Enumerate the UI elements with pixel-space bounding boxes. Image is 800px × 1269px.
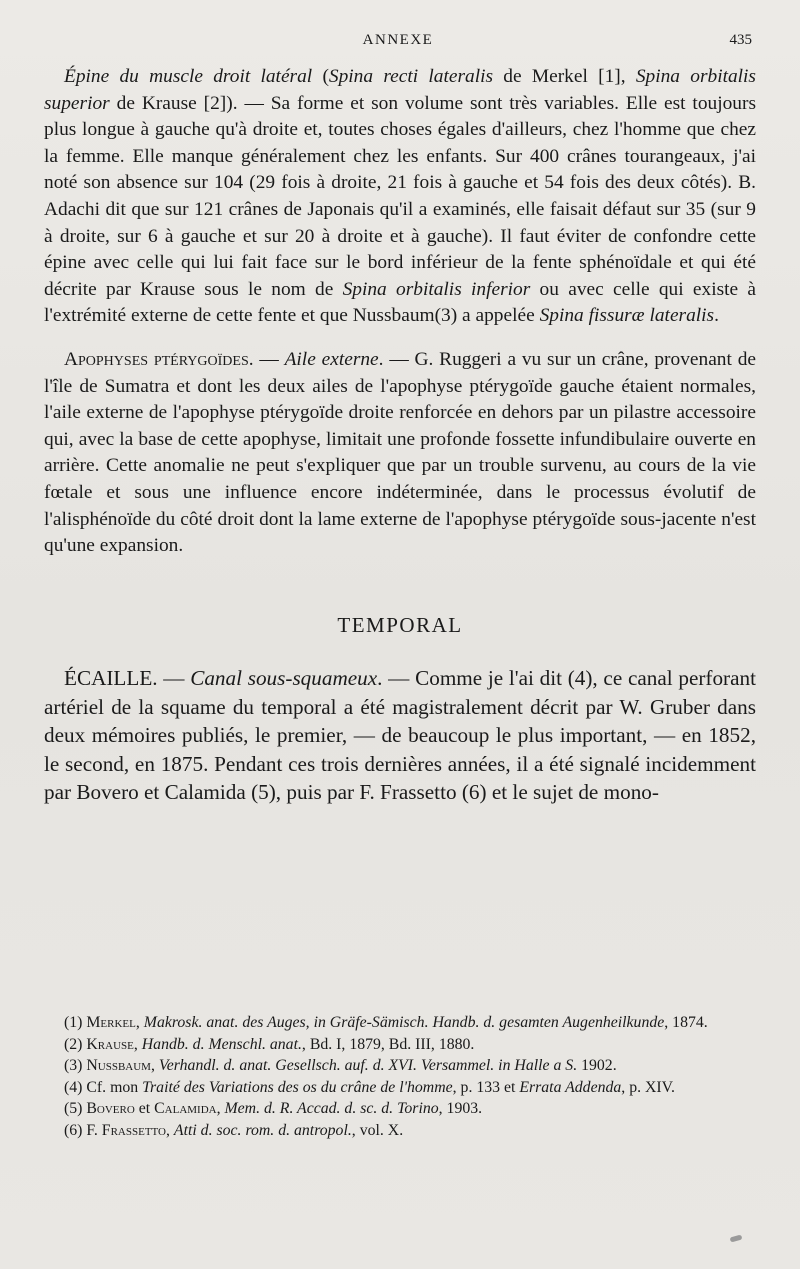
footnote-5: (5) Bovero et Calamida, Mem. d. R. Accad. d. sc. d. Torino, 1903. [64, 1100, 483, 1118]
footnote-3: (3) Nussbaum, Verhandl. d. anat. Gesellsch. auf. d. XVI. Versammel. in Halle a S. 1902. [64, 1057, 617, 1075]
paragraph-spina-recti: Épine du muscle droit latéral (Spina recti lateralis de Merkel [1], Spina orbitalis superior de Krause [2]). — Sa forme et son volume sont très variables. Elle est toujours plus longue à gauche qu'à droite et, toutes choses égales d'ailleurs, chez l'homme que chez la femme. Elle manque généralement chez les enfants. Sur 400 crânes tourangeaux, j'ai noté son absence sur 104 (29 fois à droite, 21 fois à gauche et 54 fois des deux côtés). B. Adachi dit que sur 121 crânes de Japonais qu'il a examinés, elle faisait défaut sur 35 (sur 9 à droite, sur 6 à gauche et sur 20 à droite et à gauche). Il faut éviter de confondre cette épine avec celle qui lui fait face sur le bord inférieur de la fente sphénoïdale et qui été décrite par Krause sous le nom de Spina orbitalis inferior ou avec celle qui existe à l'extrémité externe de cette fente et que Nussbaum(3) a appelée Spina fissuræ lateralis. [44, 66, 757, 327]
footnotes [44, 1012, 756, 1142]
page-header [40, 30, 756, 54]
ink-mark [730, 1235, 743, 1243]
heading-italic: Épine du muscle droit latéral [64, 66, 313, 87]
paragraph-ecaille: ÉCAILLE. — Canal sous-squameux. — Comme je l'ai dit (4), ce canal perforant artériel de la squame du temporal a été magistralement décrit par W. Gruber dans deux mémoires publiés, le premier, — de beaucoup le plus important, — en 1852, le second, en 1875. Pendant ces trois dernières années, il a été signalé incidemment par Bovero et Calamida (5), puis par F. Frassetto (6) et le sujet de mono- [44, 666, 757, 804]
footnote-4: (4) Cf. mon Traité des Variations des os du crâne de l'homme, p. 133 et Errata Addenda, p. XIV. [64, 1078, 675, 1096]
footnote-6: (6) F. Frassetto, Atti d. soc. rom. d. antropol., vol. X. [64, 1121, 404, 1139]
footnote-1: (1) Merkel, Makrosk. anat. des Auges, in Gräfe-Sämisch. Handb. d. gesamten Augenheilkunde, 1874. [64, 1014, 708, 1031]
body-text [44, 64, 756, 806]
running-head: ANNEXE [362, 32, 434, 48]
section-title: TEMPORAL [337, 612, 463, 637]
heading-caps: ÉCAILLE. — [64, 666, 191, 691]
heading-smallcaps: Apophyses ptérygoïdes [64, 348, 249, 370]
paragraph-apophyses: Apophyses ptérygoïdes. — Aile externe. — G. Ruggeri a vu sur un crâne, provenant de l'île de Sumatra et dont les deux ailes de l'apophyse ptérygoïde gauche étaient normales, l'aile externe de l'apophyse ptérygoïde droite renforcée en dehors par un pilastre accessoire qui, avec la base de cette apophyse, limitait une profonde fossette infundibulaire ouverte en arrière. Cette anomalie ne peut s'expliquer que par un trouble survenu, au cours de la vie fœtale et sous une influence encore indéterminée, dans le processus évolutif de l'alisphénoïde du côté droit dont la lame externe de l'apophyse ptérygoïde sous-jacente n'est qu'une expansion. [44, 348, 756, 557]
footnote-2: (2) Krause, Handb. d. Menschl. anat., Bd. I, 1879, Bd. III, 1880. [64, 1035, 475, 1053]
page-number: 435 [729, 32, 752, 48]
